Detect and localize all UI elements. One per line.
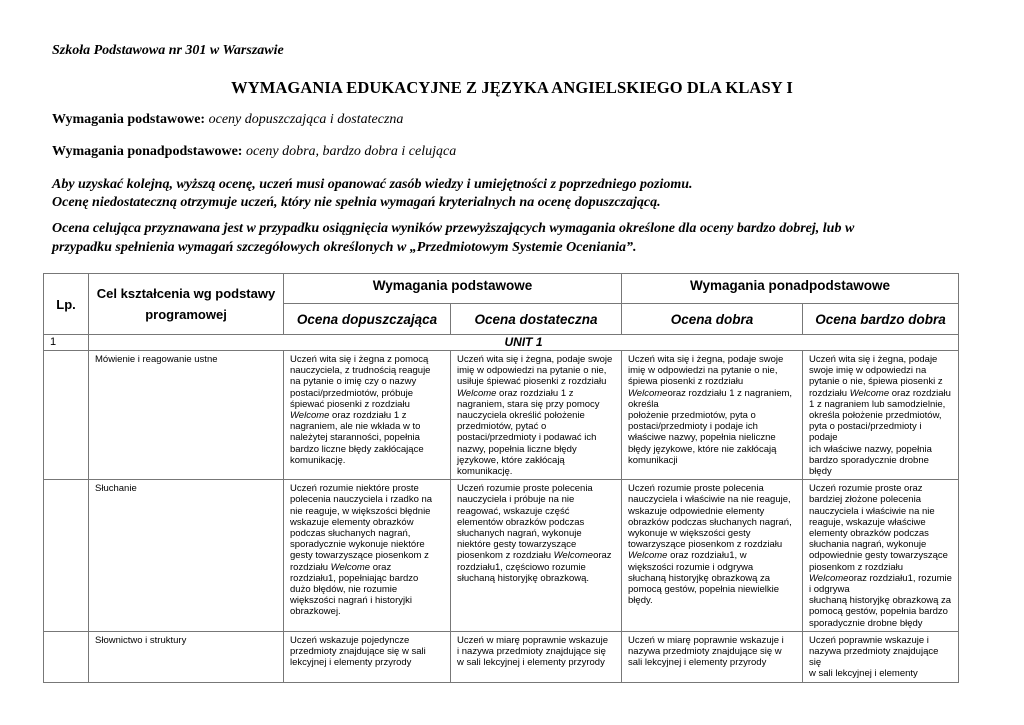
grade-cell bbox=[284, 351, 451, 480]
requirements-table bbox=[43, 273, 959, 683]
cell-line: sporadycznie wykonuje niektóre bbox=[290, 539, 425, 551]
cell-line: towarzyszące piosenkom z rozdziału bbox=[628, 539, 783, 551]
table-row bbox=[44, 351, 959, 480]
cell-line: wskazuje odpowiednie elementy bbox=[628, 505, 765, 517]
cell-line: słuchania nagrań, wykonuje bbox=[809, 539, 927, 551]
cell-line: śpiewać piosenki z rozdziału bbox=[290, 398, 410, 410]
grade-cell bbox=[451, 480, 622, 632]
cell-line: wskazuje elementy obrazków bbox=[290, 516, 414, 528]
cell-line: przedmioty znajdujące się w sali bbox=[290, 646, 426, 658]
grade-cell bbox=[622, 351, 803, 480]
unit-label: UNIT 1 bbox=[89, 335, 959, 351]
cell-line: Uczeń poprawnie wskazuje i bbox=[809, 634, 929, 646]
basic-requirements-value: oceny dopuszczająca i dostateczna bbox=[208, 112, 404, 127]
group-header-advanced: Wymagania ponadpodstawowe bbox=[622, 274, 959, 304]
grading-note-1: Aby uzyskać kolejną, wyższą ocenę, uczeń musi opanować zasób wiedzy i umiejętności z poprzedniego poziomu. bbox=[52, 177, 693, 192]
cell-line: w sali lekcyjnej i elementy przyrody bbox=[457, 657, 605, 669]
table-row bbox=[44, 480, 959, 632]
cell-line: oraz rozdziału1, rozumie i odgrywa bbox=[809, 572, 952, 596]
grade-cell bbox=[622, 480, 803, 632]
cell-line: Uczeń wita się i żegna z pomocą bbox=[290, 354, 429, 365]
cell-line: śpiewa piosenki z rozdziału bbox=[628, 376, 744, 388]
cell-line: pytanie o nie, śpiewa piosenki z bbox=[809, 376, 943, 388]
cell-line: w sali lekcyjnej i elementy bbox=[809, 668, 918, 680]
unit-number: 1 bbox=[44, 335, 89, 351]
cell-line: swoje imię w odpowiedzi na bbox=[809, 365, 927, 377]
cell-line: piosenkom z rozdziału bbox=[809, 561, 904, 573]
celujaca-note-2: przypadku spełnienia wymagań szczegółowych określonych w „Przedmiotowym Systemie Oceniania”. bbox=[52, 240, 637, 255]
grade-cell bbox=[803, 631, 959, 682]
cell-line: komunikacji bbox=[628, 454, 678, 466]
cell-line: dużo błędów, nie rozumie bbox=[290, 584, 398, 596]
grade-cell bbox=[284, 631, 451, 682]
lp-cell bbox=[44, 631, 89, 682]
cell-line: komunikację. bbox=[457, 466, 513, 478]
cell-line: pomocą gestów, popełnia bardzo bbox=[809, 606, 948, 618]
cell-line: błędy. bbox=[628, 595, 653, 607]
cell-line: sporadycznie drobne błędy bbox=[809, 617, 923, 629]
cell-line: słuchaną historyjkę obrazkową. bbox=[457, 572, 590, 584]
cell-line: gesty towarzyszące piosenkom z bbox=[290, 550, 429, 562]
cell-line: Uczeń w miarę poprawnie wskazuje bbox=[457, 634, 609, 646]
cell-line: lekcyjnej i elementy przyrody bbox=[290, 657, 412, 669]
subject-cell: Słuchanie bbox=[89, 480, 284, 632]
cell-line: i nazywa przedmioty znajdujące się bbox=[457, 646, 606, 658]
welcome-term: Welcome bbox=[330, 561, 371, 573]
cell-line: większości nagrań i historyjki bbox=[290, 595, 412, 607]
cell-line: Uczeń wita się i żegna, podaje swoje bbox=[457, 354, 613, 365]
cell-line: Uczeń rozumie proste polecenia bbox=[457, 483, 593, 495]
table-row bbox=[44, 631, 959, 682]
subject-cell: Słownictwo i struktury bbox=[89, 631, 284, 682]
cell-line: reaguje, wskazuje właściwe bbox=[809, 516, 926, 528]
cell-line: nauczyciela i właściwie na nie bbox=[809, 505, 935, 517]
cell-line: oraz rozdziału1, częściowo rozumie bbox=[457, 550, 612, 573]
cell-line: słuchaną historyjkę obrazkową za bbox=[809, 595, 952, 607]
page-title: WYMAGANIA EDUKACYJNE Z JĘZYKA ANGIELSKIEGO DLA KLASY I bbox=[231, 78, 793, 97]
cell-line: położenie przedmiotów, pyta o bbox=[628, 410, 756, 422]
grade-header-dobra: Ocena dobra bbox=[622, 304, 803, 335]
cell-line: odpowiednie gesty towarzyszące bbox=[809, 550, 948, 562]
grade-cell bbox=[803, 351, 959, 480]
cell-line: bardzo sporadycznie drobne błędy bbox=[809, 454, 929, 478]
cell-line: Uczeń wita się i żegna, podaje swoje bbox=[628, 354, 784, 365]
cell-line: nagraniem, ale nie wkłada w to bbox=[290, 421, 421, 433]
cell-line: większości rozumie i odgrywa bbox=[628, 561, 754, 573]
cell-line: postaci/przedmiotów, próbuje bbox=[290, 387, 414, 399]
cell-line: oraz rozdziału 1 z bbox=[496, 387, 574, 399]
cell-line: ich właściwe nazwy, popełnia bbox=[809, 443, 932, 455]
cell-line: postaci/przedmioty i podaje ich bbox=[628, 421, 758, 433]
grade-cell bbox=[284, 480, 451, 632]
cell-line: oraz rozdziału 1 z bbox=[329, 410, 407, 422]
cell-line: reagować, wskazuje część bbox=[457, 505, 570, 517]
welcome-term: Welcome bbox=[457, 387, 497, 399]
welcome-term: Welcome bbox=[628, 387, 668, 399]
lp-cell bbox=[44, 351, 89, 480]
cell-line: nazywa przedmioty znajdujące się w bbox=[628, 646, 782, 658]
cell-line: nauczyciela i właściwie na nie reaguje, bbox=[628, 494, 791, 506]
cell-line: postaci/przedmioty i podawać ich bbox=[457, 432, 597, 444]
welcome-term: Welcome bbox=[553, 550, 594, 562]
school-name: Szkoła Podstawowa nr 301 w Warszawie bbox=[52, 43, 284, 58]
cell-line: piosenkom z rozdziału bbox=[457, 550, 554, 562]
cell-line: usiłuje śpiewać piosenki z rozdziału bbox=[457, 376, 607, 388]
column-header-cel bbox=[89, 274, 284, 335]
welcome-term: Welcome bbox=[628, 550, 668, 562]
cell-line: słuchanych nagrań, wykonuje bbox=[457, 528, 582, 540]
cell-line: przedmiotów, pytać o bbox=[457, 421, 547, 433]
cell-line: słuchaną historyjkę obrazkową za bbox=[628, 572, 771, 584]
cell-line: bardziej złożone polecenia bbox=[809, 494, 921, 506]
cell-line: Uczeń w miarę poprawnie wskazuje i bbox=[628, 634, 784, 646]
cell-line: wykonuje w większości gesty bbox=[628, 528, 751, 540]
grade-header-dopuszczajaca: Ocena dopuszczająca bbox=[284, 304, 451, 335]
cell-line: oraz rozdziału bbox=[889, 387, 951, 399]
cell-line: nauczyciela, z trudnością reaguje bbox=[290, 365, 431, 377]
cell-line: nie reaguje, w większości błędnie bbox=[290, 505, 431, 517]
grade-cell bbox=[622, 631, 803, 682]
cell-line: określa położenie przedmiotów, bbox=[809, 410, 942, 422]
cell-line: rozdziału bbox=[809, 387, 850, 399]
cell-line: podczas słuchanych nagrań, bbox=[290, 528, 411, 540]
cell-line: Uczeń wskazuje pojedyncze bbox=[290, 634, 410, 646]
cell-line: należytej staranności, popełnia bbox=[290, 432, 420, 444]
cell-line: nazywa przedmioty znajdujące się bbox=[809, 646, 939, 669]
cell-line: oraz bbox=[370, 561, 392, 573]
welcome-term: Welcome bbox=[809, 572, 849, 584]
column-header-lp: Lp. bbox=[44, 274, 89, 335]
lp-cell bbox=[44, 480, 89, 632]
cell-line: na pytanie o imię czy o nazwy bbox=[290, 376, 417, 388]
cell-line: Uczeń rozumie niektóre proste bbox=[290, 483, 419, 495]
cell-line: oraz rozdziału 1 z nagraniem, określa bbox=[628, 387, 793, 410]
cell-line: właściwe nazwy, popełnia nieliczne bbox=[628, 432, 776, 444]
column-header-cel-line2: programowej bbox=[145, 307, 227, 322]
advanced-requirements-label: Wymagania ponadpodstawowe: bbox=[52, 144, 243, 159]
cell-line: elementy obrazków podczas bbox=[809, 528, 929, 540]
cell-line: nazwy, popełnia liczne błędy bbox=[457, 443, 577, 455]
basic-requirements-label: Wymagania podstawowe: bbox=[52, 112, 206, 127]
cell-line: rozdziału bbox=[290, 561, 331, 573]
cell-line: niektóre gesty towarzyszące bbox=[457, 539, 577, 551]
cell-line: nauczyciela i próbuje na nie bbox=[457, 494, 575, 506]
cell-line: językowe, które zakłócają bbox=[457, 454, 565, 466]
cell-line: pyta o postaci/przedmioty i podaje bbox=[809, 421, 922, 444]
cell-line: Uczeń wita się i żegna, podaje bbox=[809, 354, 938, 365]
cell-line: obrazkowej. bbox=[290, 606, 341, 618]
welcome-term: Welcome bbox=[849, 387, 890, 399]
cell-line: nauczyciela określić położenie bbox=[457, 410, 585, 422]
cell-line: imię w odpowiedzi na pytanie o nie, bbox=[628, 365, 778, 377]
cell-line: obrazków podczas słuchanych nagrań, bbox=[628, 516, 792, 528]
grading-note-2: Ocenę niedostateczną otrzymuje uczeń, który nie spełnia wymagań kryterialnych na ocenę dopuszczającą. bbox=[52, 195, 661, 210]
advanced-requirements-line bbox=[52, 144, 456, 160]
cell-line: elementów obrazków podczas bbox=[457, 516, 585, 528]
subject-cell: Mówienie i reagowanie ustne bbox=[89, 351, 284, 480]
cell-line: sali lekcyjnej i elementy przyrody bbox=[628, 657, 767, 669]
cell-line: rozdziału1, popełniając bardzo bbox=[290, 572, 419, 584]
grade-header-bardzo-dobra: Ocena bardzo dobra bbox=[803, 304, 959, 335]
basic-requirements-line bbox=[52, 112, 403, 128]
cell-line: błędy językowe, które nie zakłócają bbox=[628, 443, 777, 455]
group-header-basic: Wymagania podstawowe bbox=[284, 274, 622, 304]
cell-line: imię w odpowiedzi na pytanie o nie, bbox=[457, 365, 607, 377]
cell-line: 1 z nagraniem lub samodzielnie, bbox=[809, 398, 946, 410]
cell-line: nagraniem, stara się przy pomocy bbox=[457, 398, 600, 410]
grade-cell bbox=[451, 631, 622, 682]
grade-cell bbox=[451, 351, 622, 480]
cell-line: oraz rozdziału1, w bbox=[667, 550, 747, 562]
welcome-term: Welcome bbox=[290, 410, 330, 422]
grade-header-dostateczna: Ocena dostateczna bbox=[451, 304, 622, 335]
cell-line: Uczeń rozumie proste oraz bbox=[809, 483, 923, 495]
advanced-requirements-value: oceny dobra, bardzo dobra i celująca bbox=[245, 144, 457, 159]
celujaca-note-1: Ocena celująca przyznawana jest w przypadku osiągnięcia wyników przewyższających wymagania określone dla oceny bardzo dobrej, lub w bbox=[52, 221, 855, 236]
grade-cell bbox=[803, 480, 959, 632]
cell-line: bardzo liczne błędy zakłócające bbox=[290, 443, 424, 455]
column-header-cel-line1: Cel kształcenia wg podstawy bbox=[96, 286, 276, 301]
cell-line: polecenia nauczyciela i rzadko na bbox=[290, 494, 433, 506]
cell-line: komunikację. bbox=[290, 454, 346, 466]
cell-line: Uczeń rozumie proste polecenia bbox=[628, 483, 764, 495]
cell-line: pomocą gestów, popełnia niewielkie bbox=[628, 584, 780, 596]
